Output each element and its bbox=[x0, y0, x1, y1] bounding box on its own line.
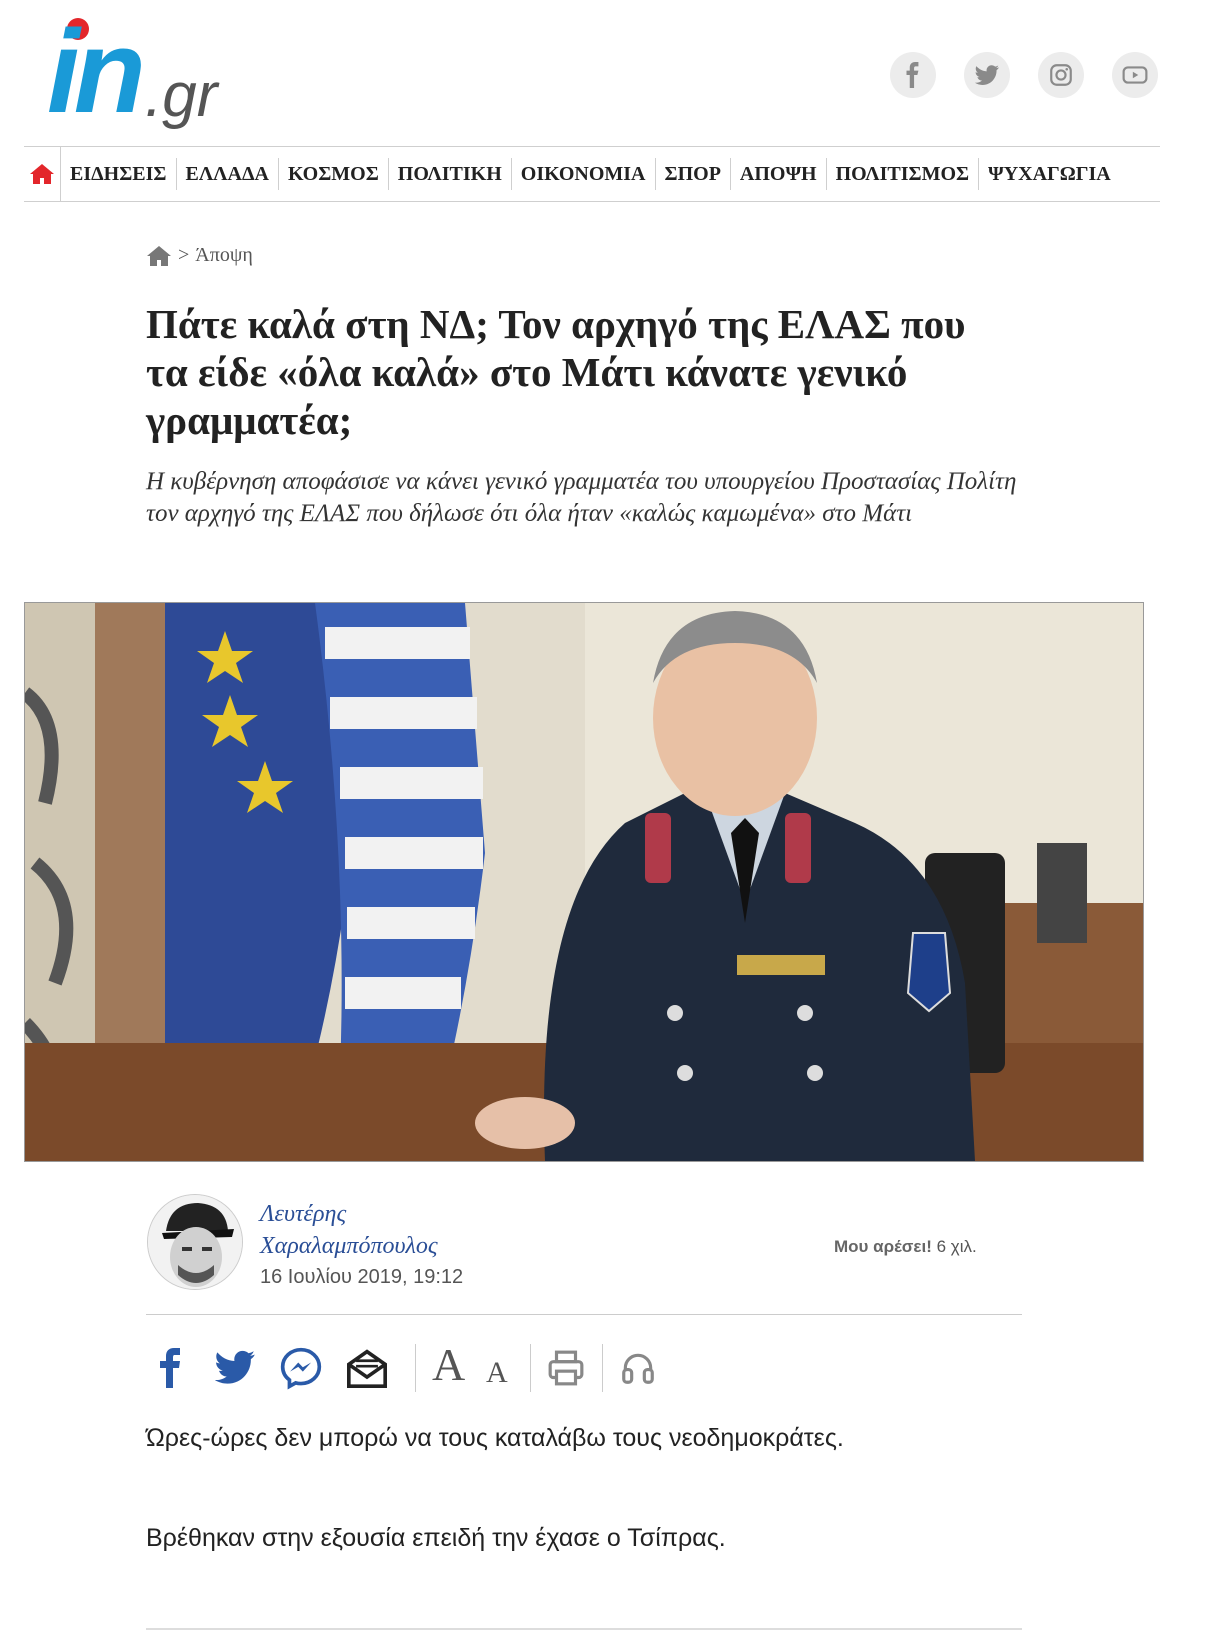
nav-item-world[interactable]: ΚΟΣΜΟΣ bbox=[279, 158, 389, 190]
audio-listen-icon[interactable] bbox=[616, 1340, 660, 1396]
nav-item-entertainment[interactable]: ΨΥΧΑΓΩΓΙΑ bbox=[988, 163, 1111, 185]
twitter-icon[interactable] bbox=[964, 52, 1010, 98]
youtube-icon[interactable] bbox=[1112, 52, 1158, 98]
author-divider bbox=[146, 1314, 1022, 1315]
article-hero-image bbox=[24, 602, 1144, 1162]
instagram-icon[interactable] bbox=[1038, 52, 1084, 98]
share-separator bbox=[602, 1344, 603, 1392]
site-logo[interactable] bbox=[25, 8, 225, 138]
font-size-small-button[interactable]: A bbox=[486, 1356, 508, 1389]
publish-date: 16 Ιουλίου 2019, 19:12 bbox=[260, 1266, 464, 1288]
likes-count: 6 χιλ. bbox=[936, 1237, 977, 1256]
breadcrumb-home-icon[interactable] bbox=[146, 245, 172, 267]
share-facebook-icon[interactable] bbox=[150, 1340, 190, 1396]
share-messenger-icon[interactable] bbox=[276, 1340, 326, 1396]
nav-item-sport[interactable]: ΣΠΟΡ bbox=[656, 158, 731, 190]
nav-item-greece[interactable]: ΕΛΛΑΔΑ bbox=[177, 158, 279, 190]
article-paragraph: Ώρες-ώρες δεν μπορώ να τους καταλάβω τους νεοδημοκράτες. bbox=[146, 1424, 844, 1452]
breadcrumb-separator: > bbox=[178, 244, 190, 266]
article-paragraph: Βρέθηκαν στην εξουσία επειδή την έχασε ο Τσίπρας. bbox=[146, 1524, 726, 1552]
article-title: Πάτε καλά στη ΝΔ; Τον αρχηγό της ΕΛΑΣ που τα είδε «όλα καλά» στο Μάτι κάνατε γενικό γραμματέα; bbox=[146, 301, 966, 443]
share-email-icon[interactable] bbox=[342, 1340, 392, 1396]
share-separator bbox=[530, 1344, 531, 1392]
nav-item-politics[interactable]: ΠΟΛΙΤΙΚΗ bbox=[389, 158, 512, 190]
page-bottom-divider bbox=[146, 1628, 1022, 1630]
main-nav bbox=[24, 146, 1160, 202]
share-separator bbox=[415, 1344, 416, 1392]
nav-item-news[interactable]: ΕΙΔΗΣΕΙΣ bbox=[61, 158, 177, 190]
breadcrumb-section[interactable]: Άποψη bbox=[195, 244, 253, 266]
likes-counter[interactable] bbox=[834, 1237, 977, 1257]
author-name[interactable]: Λευτέρης Χαραλαμπόπουλος bbox=[260, 1201, 438, 1259]
nav-item-economy[interactable]: ΟΙΚΟΝΟΜΙΑ bbox=[512, 158, 656, 190]
article-subtitle: Η κυβέρνηση αποφάσισε να κάνει γενικό γραμματέα του υπουργείου Προστασίας Πολίτη τον αρχηγό της ΕΛΑΣ που δήλωσε ότι όλα ήταν «καλώς καμωμένα» στο Μάτι bbox=[146, 468, 1017, 527]
likes-label: Μου αρέσει! bbox=[834, 1237, 932, 1256]
nav-item-culture[interactable]: ΠΟΛΙΤΙΣΜΟΣ bbox=[827, 158, 979, 190]
print-icon[interactable] bbox=[544, 1340, 588, 1396]
nav-item-opinion[interactable]: ΑΠΟΨΗ bbox=[731, 158, 827, 190]
home-icon[interactable] bbox=[24, 147, 61, 201]
author-avatar[interactable] bbox=[147, 1194, 243, 1290]
logo-main-text: in bbox=[47, 6, 140, 138]
font-size-large-button[interactable]: A bbox=[432, 1339, 466, 1390]
breadcrumb bbox=[146, 244, 253, 267]
facebook-icon[interactable] bbox=[890, 52, 936, 98]
share-twitter-icon[interactable] bbox=[210, 1340, 260, 1396]
logo-suffix-text: .gr bbox=[145, 61, 218, 130]
